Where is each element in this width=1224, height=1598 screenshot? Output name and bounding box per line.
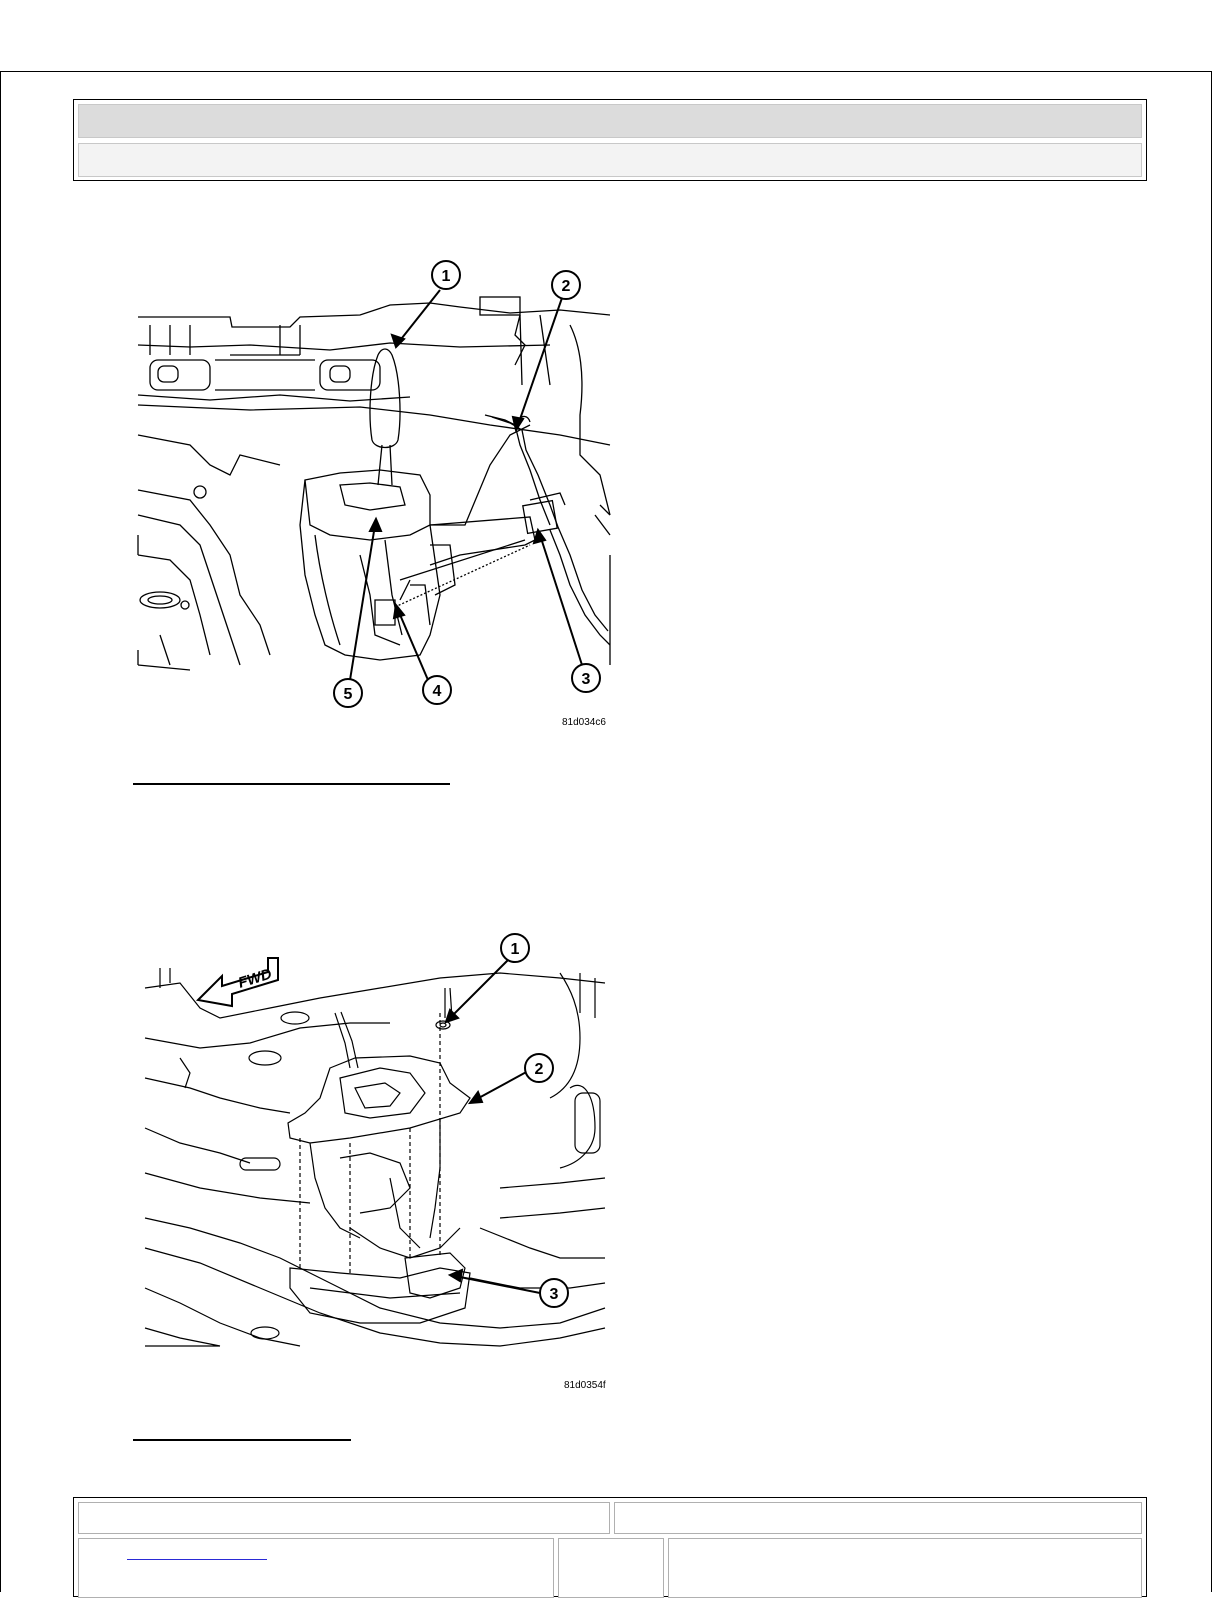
footer-cell-end	[668, 1538, 1142, 1598]
footer-cell-middle	[558, 1538, 664, 1598]
fig2-callout-1: 1	[510, 941, 520, 958]
footer-table	[73, 1497, 1147, 1597]
fig2-callout-2: 2	[534, 1061, 544, 1078]
footer-link[interactable]	[127, 1559, 267, 1560]
caption-underline	[133, 783, 450, 785]
fig1-callout-2: 2	[561, 278, 571, 295]
fig1-callout-1: 1	[441, 268, 451, 285]
footer-cell-right	[614, 1502, 1142, 1534]
header-title-bar	[78, 104, 1142, 138]
figure-code: 81d0354f	[564, 1380, 606, 1391]
fig1-callout-5: 5	[343, 686, 353, 703]
figure-shifter-cable-illustration	[130, 255, 620, 735]
shifter-cable-drawing	[130, 255, 620, 735]
fig2-callout-3: 3	[549, 1286, 559, 1303]
fig1-callout-4: 4	[432, 683, 442, 700]
shifter-assembly-drawing	[140, 928, 620, 1398]
fwd-label: FWD	[236, 965, 274, 992]
figure-code: 81d034c6	[562, 717, 606, 728]
footer-link-cell	[78, 1538, 554, 1598]
header-table	[73, 99, 1147, 181]
header-subtitle-bar	[78, 143, 1142, 177]
fig1-callout-3: 3	[581, 671, 591, 688]
figure-shifter-assembly-illustration	[140, 928, 620, 1398]
caption-underline	[133, 1439, 351, 1441]
footer-cell-left	[78, 1502, 610, 1534]
